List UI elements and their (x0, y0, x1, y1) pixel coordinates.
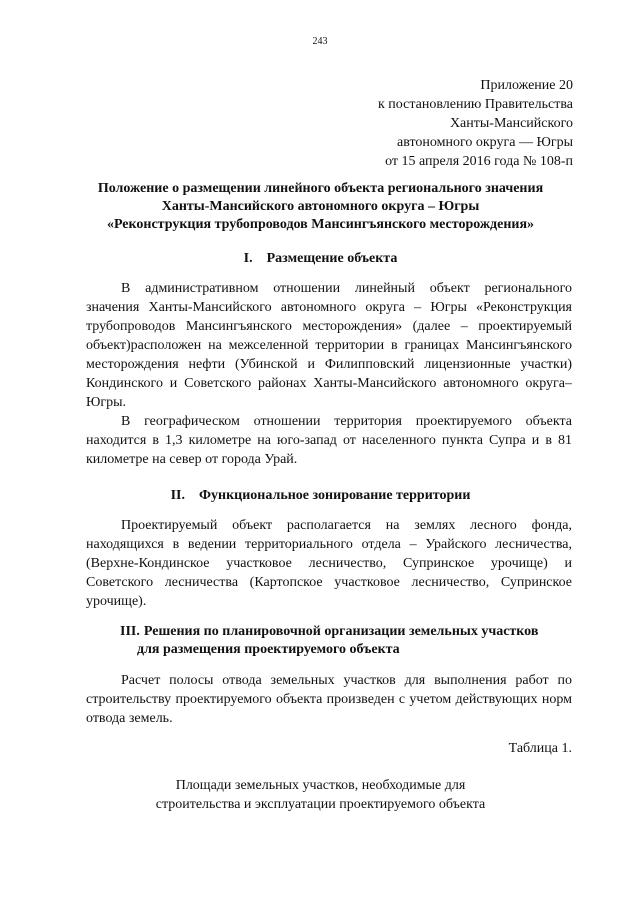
table-caption (68, 776, 573, 814)
document-title (68, 180, 573, 234)
appendix-line: от 15 апреля 2016 года № 108-п (385, 154, 573, 169)
page-number: 243 (312, 36, 328, 47)
table-label: Таблица 1. (508, 741, 572, 756)
appendix-line: автономного округа — Югры (397, 135, 573, 150)
title-line: Положение о размещении линейного объекта регионального значения (97, 181, 544, 196)
section-title-line: для размещения проектируемого объекта (137, 642, 400, 657)
section-3-paragraph-1: Расчет полосы отвода земельных участков для выполнения работ по строительству проектируемого объекта произведен с учетом действующих норм отвода земель. (86, 673, 572, 726)
section-title: Функциональное зонирование территории (199, 488, 471, 503)
appendix-block (378, 76, 573, 171)
section-number: II. (170, 488, 185, 503)
section-heading-2 (68, 487, 573, 505)
section-heading-3 (68, 623, 573, 659)
section-1-paragraph-2: В географическом отношении территория проектируемого объекта находится в 1,3 километре на юго-запад от населенного пункта Супра и в 81 километре на север от города Урай. (86, 414, 572, 467)
section-1-paragraph-1: В административном отношении линейный объект регионального значения Ханты-Мансийского автономного округа – Югры «Реконструкция трубопроводов Мансингъянского месторождения» (далее – проектируемый объект)расположен на межселенной территории в границах Мансингъянского месторождения нефти (Убинской и Филипповский лицензионные участки) Кондинского и Советского районах Ханты-Мансийского автономного округа– Югры. (86, 281, 572, 410)
section-number: I. (243, 251, 253, 266)
caption-line: Площади земельных участков, необходимые для (175, 778, 466, 793)
section-number: III. (120, 624, 140, 639)
section-heading-1 (68, 250, 573, 268)
title-line: «Реконструкция трубопроводов Мансингъянского месторождения» (106, 217, 535, 232)
section-title-line: Решения по планировочной организации земельных участков (143, 624, 539, 639)
caption-line: строительства и эксплуатации проектируемого объекта (155, 797, 486, 812)
section-title: Размещение объекта (266, 251, 398, 266)
section-2-paragraph-1: Проектируемый объект располагается на землях лесного фонда, находящихся в ведении территориального отдела – Урайского лесничества, (Верхне-Кондинское участковое лесничество, Супринское урочище) и Советского лесничества (Картопское участковое лесничество, Супринское урочище). (86, 518, 572, 609)
appendix-line: Ханты-Мансийского (449, 116, 573, 131)
appendix-line: к постановлению Правительства (377, 97, 573, 112)
title-line: Ханты-Мансийского автономного округа – Югры (161, 199, 480, 214)
appendix-line: Приложение 20 (480, 78, 573, 93)
